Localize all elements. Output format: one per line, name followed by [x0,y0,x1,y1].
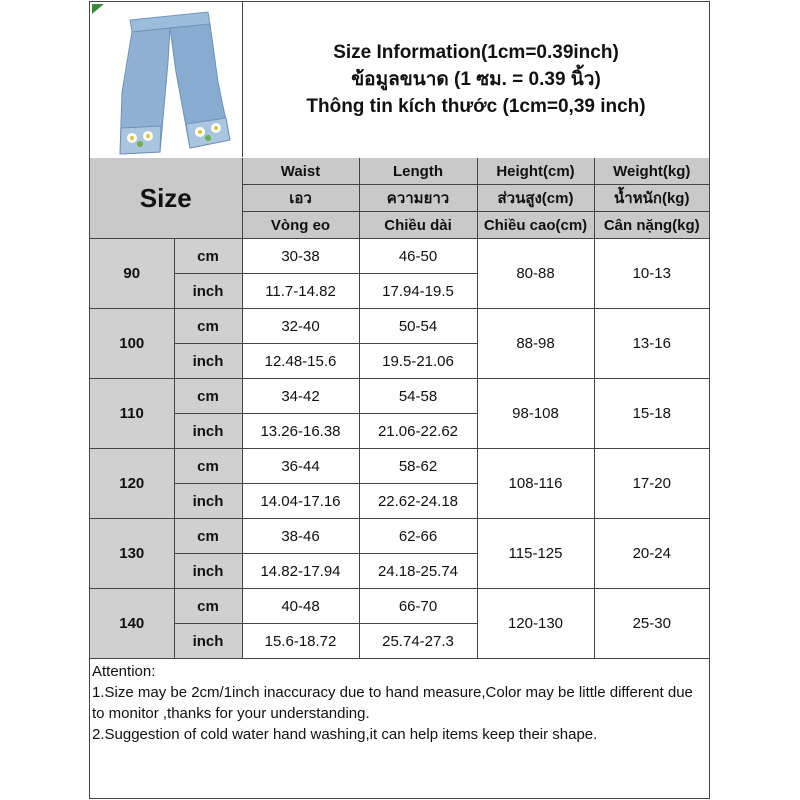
table-row [90,449,709,484]
length-cm-cell: 62-66 [359,519,477,554]
waist-cm-cell: 32-40 [242,309,359,344]
waist-inch-cell: 13.26-16.38 [242,414,359,449]
unit-cm: cm [174,239,242,274]
length-inch-cell: 24.18-25.74 [359,554,477,589]
waist-inch-cell: 11.7-14.82 [242,274,359,309]
length-inch-cell: 22.62-24.18 [359,484,477,519]
weight-cell: 20-24 [594,519,709,589]
size-cell: 120 [90,449,174,519]
size-cell: 90 [90,239,174,309]
table-row [90,379,709,414]
size-table [90,158,709,659]
col-header-height-vi: Chiều cao(cm) [477,212,594,239]
waist-inch-cell: 12.48-15.6 [242,344,359,379]
length-cm-cell: 58-62 [359,449,477,484]
length-inch-cell: 19.5-21.06 [359,344,477,379]
length-inch-cell: 21.06-22.62 [359,414,477,449]
attention-heading: Attention: [92,663,156,680]
header-row-en [90,158,709,185]
unit-cm: cm [174,519,242,554]
size-cell: 100 [90,309,174,379]
unit-cm: cm [174,309,242,344]
length-cm-cell: 54-58 [359,379,477,414]
height-cell: 98-108 [477,379,594,449]
height-cell: 88-98 [477,309,594,379]
col-header-length-th: ความยาว [359,185,477,212]
size-chart-sheet [89,1,710,799]
attention-notes [90,659,709,747]
unit-cm: cm [174,379,242,414]
weight-cell: 25-30 [594,589,709,659]
title-vietnamese: Thông tin kích thước (1cm=0,39 inch) [306,96,646,117]
col-header-weight-th: น้ำหนัก(kg) [594,185,709,212]
length-inch-cell: 25.74-27.3 [359,624,477,659]
col-header-height-th: ส่วนสูง(cm) [477,185,594,212]
waist-cm-cell: 34-42 [242,379,359,414]
weight-cell: 13-16 [594,309,709,379]
unit-cm: cm [174,589,242,624]
size-cell: 140 [90,589,174,659]
table-row [90,589,709,624]
table-row [90,309,709,344]
waist-inch-cell: 15.6-18.72 [242,624,359,659]
unit-inch: inch [174,554,242,589]
table-row [90,519,709,554]
col-header-weight-en: Weight(kg) [594,158,709,185]
unit-inch: inch [174,344,242,379]
size-info-title [243,2,709,157]
col-header-length-en: Length [359,158,477,185]
unit-inch: inch [174,624,242,659]
length-cm-cell: 46-50 [359,239,477,274]
height-cell: 120-130 [477,589,594,659]
col-header-length-vi: Chiều dài [359,212,477,239]
col-header-waist-th: เอว [242,185,359,212]
product-photo [90,2,243,157]
col-header-waist-vi: Vòng eo [242,212,359,239]
waist-cm-cell: 38-46 [242,519,359,554]
height-cell: 115-125 [477,519,594,589]
length-cm-cell: 50-54 [359,309,477,344]
unit-inch: inch [174,274,242,309]
waist-inch-cell: 14.04-17.16 [242,484,359,519]
denim-pants-image [90,2,242,157]
height-cell: 108-116 [477,449,594,519]
col-header-height-en: Height(cm) [477,158,594,185]
unit-inch: inch [174,484,242,519]
unit-cm: cm [174,449,242,484]
waist-cm-cell: 36-44 [242,449,359,484]
waist-cm-cell: 30-38 [242,239,359,274]
title-thai: ข้อมูลขนาด (1 ซม. = 0.39 นิ้ว) [351,69,601,90]
attention-line-1: 1.Size may be 2cm/1inch inaccuracy due to hand measure,Color may be little different due to monitor ,thanks for your understanding. [92,684,693,722]
weight-cell: 10-13 [594,239,709,309]
weight-cell: 17-20 [594,449,709,519]
header [90,2,709,159]
unit-inch: inch [174,414,242,449]
waist-inch-cell: 14.82-17.94 [242,554,359,589]
col-header-waist-en: Waist [242,158,359,185]
size-cell: 110 [90,379,174,449]
length-inch-cell: 17.94-19.5 [359,274,477,309]
size-cell: 130 [90,519,174,589]
attention-line-2: 2.Suggestion of cold water hand washing,it can help items keep their shape. [92,726,598,743]
size-column-header: Size [90,158,242,239]
table-row [90,239,709,274]
height-cell: 80-88 [477,239,594,309]
col-header-weight-vi: Cân nặng(kg) [594,212,709,239]
weight-cell: 15-18 [594,379,709,449]
title-english: Size Information(1cm=0.39inch) [333,42,619,63]
waist-cm-cell: 40-48 [242,589,359,624]
length-cm-cell: 66-70 [359,589,477,624]
